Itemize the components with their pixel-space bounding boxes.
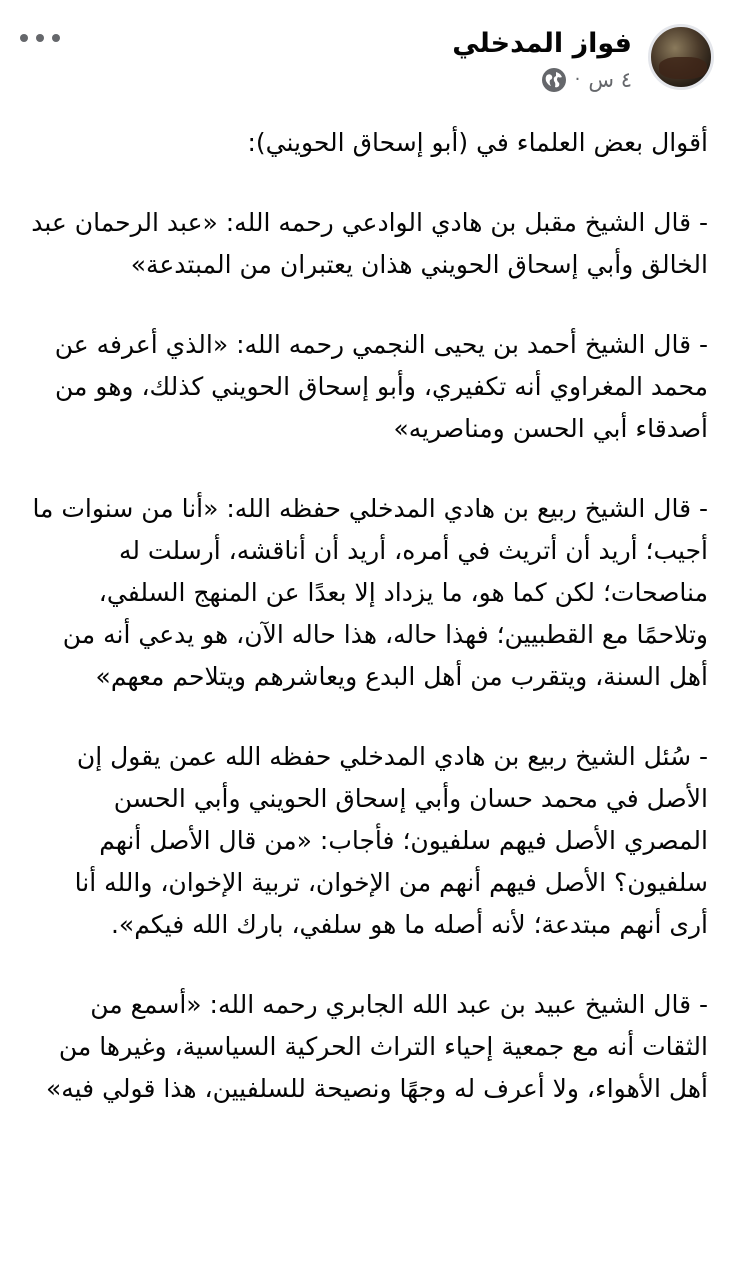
quote-paragraph: - سُئل الشيخ ربيع بن هادي المدخلي حفظه الله عمن يقول إن الأصل في محمد حسان وأبي إسحاق الحويني وأبي الحسن المصري الأصل فيهم سلفيون؛ فأجاب: «من قال الأصل أنهم سلفيون؟ الأصل فيهم أنهم من الإخوان، تربية الإخوان، والله أنا أرى أنهم مبتدعة؛ لأنه أصله ما هو سلفي، بارك الله فيكم».: [74, 742, 708, 939]
quote-paragraph: - قال الشيخ مقبل بن هادي الوادعي رحمه الله: «عبد الرحمان عبد الخالق وأبي إسحاق الحويني هذان يعتبران من المبتدعة»: [31, 208, 708, 279]
author-avatar[interactable]: [648, 24, 714, 90]
post-meta: [452, 66, 632, 94]
author-name[interactable]: فواز المدخلي: [452, 28, 632, 59]
quote-paragraph: - قال الشيخ أحمد بن يحيى النجمي رحمه الله: «الذي أعرفه عن محمد المغراوي أنه تكفيري، وأبو إسحاق الحويني كذلك، وهو من أصدقاء أبي الحسن ومناصريه»: [54, 330, 708, 443]
post-timestamp[interactable]: ٤ س: [588, 68, 632, 92]
more-options-button[interactable]: [20, 26, 60, 50]
post-body: [30, 122, 708, 1148]
more-dot: [20, 34, 28, 42]
quote-paragraph: - قال الشيخ عبيد بن عبد الله الجابري رحمه الله: «أسمع من الثقات أنه مع جمعية إحياء التراث الحركية السياسية، وغيرها من أهل الأهواء، ولا أعرف له وجهًا ونصيحة للسلفيين، هذا قولي فيه»: [45, 990, 708, 1103]
post-header: [0, 22, 736, 102]
quote-paragraph: - قال الشيخ ربيع بن هادي المدخلي حفظه الله: «أنا من سنوات ما أجيب؛ أريد أن أتريث في أمره، أريد أن أناقشه، أرسلت له مناصحات؛ لكن كما هو، ما يزداد إلا بعدًا عن المنهج السلفي، وتلاحمًا مع القطبيين؛ فهذا حاله، هذا حاله الآن، هو يدعي أنه من أهل السنة، ويتقرب من أهل البدع ويعاشرهم ويتلاحم معهم»: [32, 494, 708, 691]
globe-icon[interactable]: [541, 67, 567, 93]
post-title: أقوال بعض العلماء في (أبو إسحاق الحويني):: [247, 128, 708, 157]
more-horizontal-icon: [52, 34, 60, 42]
meta-separator: ·: [574, 69, 581, 90]
author-block: [452, 26, 632, 94]
avatar-photo: [659, 57, 707, 79]
more-dot: [36, 34, 44, 42]
